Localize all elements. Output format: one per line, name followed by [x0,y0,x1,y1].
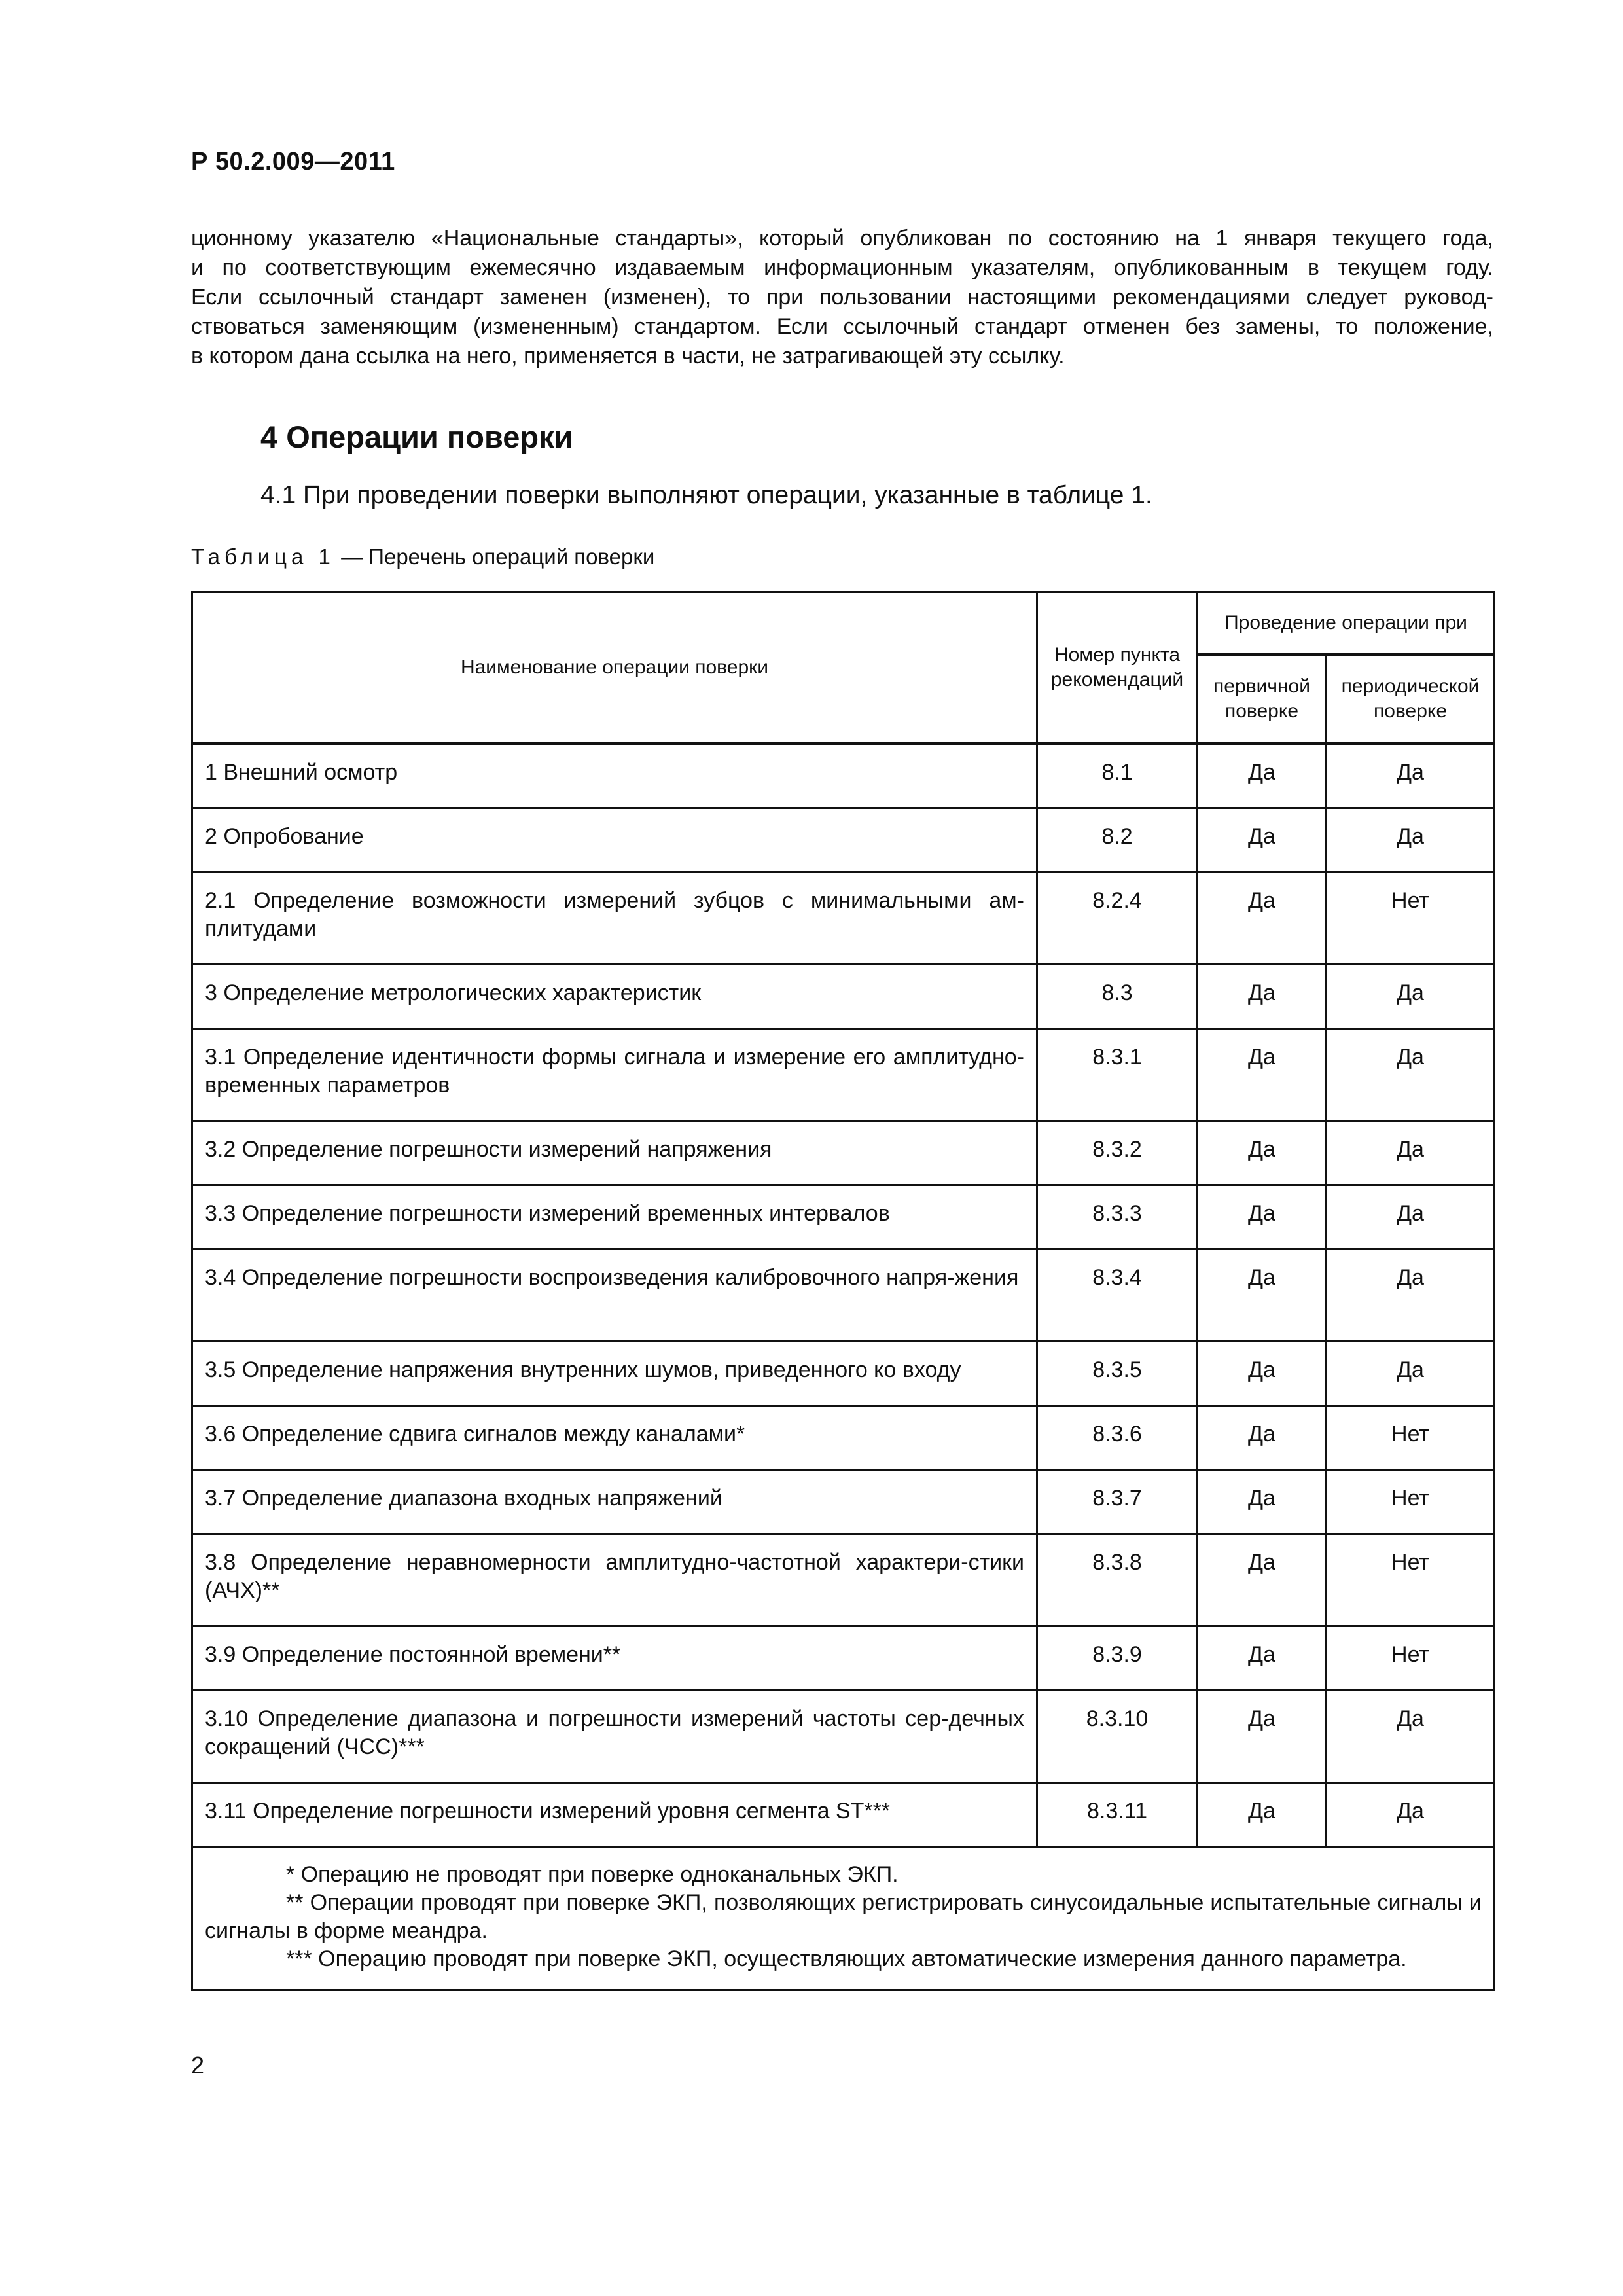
operation-name: 3.10 Определение диапазона и погрешности измерений частоты сер-дечных сокращений (ЧСС)*** [192,1691,1037,1783]
operation-name: 3.7 Определение диапазона входных напряжений [192,1470,1037,1534]
table-note: * Операцию не проводят при поверке одноканальных ЭКП. [286,1862,899,1887]
primary-value: Да [1198,808,1327,872]
item-number: 8.3.4 [1037,1249,1198,1342]
item-number: 8.3.9 [1037,1626,1198,1691]
operations-table [191,591,1495,1991]
periodic-value: Да [1327,808,1495,872]
table-row [192,1626,1495,1691]
item-number: 8.3.5 [1037,1342,1198,1406]
operation-name: 3.6 Определение сдвига сигналов между каналами* [192,1406,1037,1470]
item-number: 8.3.1 [1037,1029,1198,1121]
operation-name: 3.8 Определение неравномерности амплитудно-частотной характери-стики (АЧХ)** [192,1534,1037,1626]
table-row [192,1691,1495,1783]
table-row [192,965,1495,1029]
periodic-value: Нет [1327,1470,1495,1534]
periodic-value: Да [1327,744,1495,808]
primary-value: Да [1198,1121,1327,1185]
table-row [192,1342,1495,1406]
operation-name: 1 Внешний осмотр [192,744,1037,808]
section-paragraph: 4.1 При проведении поверки выполняют операции, указанные в таблице 1. [260,481,1152,509]
operation-name: 3.1 Определение идентичности формы сигнала и измерение его амплитудно-временных параметров [192,1029,1037,1121]
primary-value: Да [1198,1470,1327,1534]
item-number: 8.2.4 [1037,872,1198,965]
primary-value: Да [1198,1185,1327,1249]
periodic-value: Да [1327,1783,1495,1847]
operation-name: 2.1 Определение возможности измерений зубцов с минимальными ам-плитудами [192,872,1037,965]
item-number: 8.3.11 [1037,1783,1198,1847]
operation-name: 3.3 Определение погрешности измерений временных интервалов [192,1185,1037,1249]
table-row [192,872,1495,965]
periodic-value: Нет [1327,1626,1495,1691]
primary-value: Да [1198,1029,1327,1121]
header-item-number: Номер пункта рекомендаций [1037,592,1198,744]
operation-name: 3 Определение метрологических характеристик [192,965,1037,1029]
document-code: Р 50.2.009—2011 [191,148,395,175]
periodic-value: Нет [1327,1406,1495,1470]
operation-name: 3.4 Определение погрешности воспроизведения калибровочного напря-жения [192,1249,1037,1342]
primary-value: Да [1198,872,1327,965]
item-number: 8.3.7 [1037,1470,1198,1534]
item-number: 8.3.6 [1037,1406,1198,1470]
item-number: 8.3 [1037,965,1198,1029]
table-note: *** Операцию проводят при поверке ЭКП, осуществляющих автоматические измерения данного параметра. [286,1946,1407,1971]
intro-line: в котором дана ссылка на него, применяется в части, не затрагивающей эту ссылку. [191,344,1065,368]
page-number: 2 [191,2052,205,2079]
intro-line: Если ссылочный стандарт заменен (изменен), то при пользовании настоящими рекомендациями следует руковод- [191,285,1493,310]
intro-line: ствоваться заменяющим (измененным) стандартом. Если ссылочный стандарт отменен без замены, то положение, [191,314,1493,339]
operation-name: 3.9 Определение постоянной времени** [192,1626,1037,1691]
table-row [192,1406,1495,1470]
table-caption-label: Таблица 1 [191,545,335,569]
operation-name: 3.5 Определение напряжения внутренних шумов, приведенного ко входу [192,1342,1037,1406]
intro-line: ционному указателю «Национальные стандарты», который опубликован по состоянию на 1 января текущего года, [191,226,1493,251]
item-number: 8.2 [1037,808,1198,872]
operation-name: 3.2 Определение погрешности измерений напряжения [192,1121,1037,1185]
header-primary: первичной поверке [1198,655,1327,744]
item-number: 8.3.10 [1037,1691,1198,1783]
periodic-value: Да [1327,1185,1495,1249]
table-notes-row [192,1847,1495,1990]
table-row [192,1783,1495,1847]
primary-value: Да [1198,965,1327,1029]
section-title: 4 Операции поверки [260,420,573,454]
table-note: ** Операции проводят при поверке ЭКП, позволяющих регистрировать синусоидальные испытательные сигналы и сигналы в форме меандра. [205,1890,1482,1943]
item-number: 8.3.8 [1037,1534,1198,1626]
periodic-value: Да [1327,1029,1495,1121]
operation-name: 2 Опробование [192,808,1037,872]
periodic-value: Да [1327,1691,1495,1783]
intro-paragraph [191,224,1493,371]
primary-value: Да [1198,1626,1327,1691]
table-row [192,1121,1495,1185]
header-periodic: периодической поверке [1327,655,1495,744]
primary-value: Да [1198,1534,1327,1626]
periodic-value: Да [1327,1121,1495,1185]
periodic-value: Да [1327,965,1495,1029]
table-caption-text: — Перечень операций поверки [334,545,655,569]
primary-value: Да [1198,1406,1327,1470]
intro-line: и по соответствующим ежемесячно издаваемым информационным указателям, опубликованным в текущем году. [191,255,1493,280]
table-row [192,744,1495,808]
table-row [192,1029,1495,1121]
primary-value: Да [1198,1691,1327,1783]
table-row [192,1185,1495,1249]
primary-value: Да [1198,744,1327,808]
primary-value: Да [1198,1249,1327,1342]
table-caption [191,545,654,569]
table-row [192,1249,1495,1342]
header-conduct: Проведение операции при [1198,592,1495,655]
periodic-value: Нет [1327,1534,1495,1626]
table-row [192,808,1495,872]
primary-value: Да [1198,1783,1327,1847]
periodic-value: Да [1327,1249,1495,1342]
periodic-value: Да [1327,1342,1495,1406]
table-row [192,1470,1495,1534]
operation-name: 3.11 Определение погрешности измерений уровня сегмента ST*** [192,1783,1037,1847]
header-operation-name: Наименование операции поверки [192,592,1037,744]
primary-value: Да [1198,1342,1327,1406]
item-number: 8.3.3 [1037,1185,1198,1249]
item-number: 8.3.2 [1037,1121,1198,1185]
table-notes [192,1847,1495,1990]
item-number: 8.1 [1037,744,1198,808]
table-row [192,1534,1495,1626]
periodic-value: Нет [1327,872,1495,965]
